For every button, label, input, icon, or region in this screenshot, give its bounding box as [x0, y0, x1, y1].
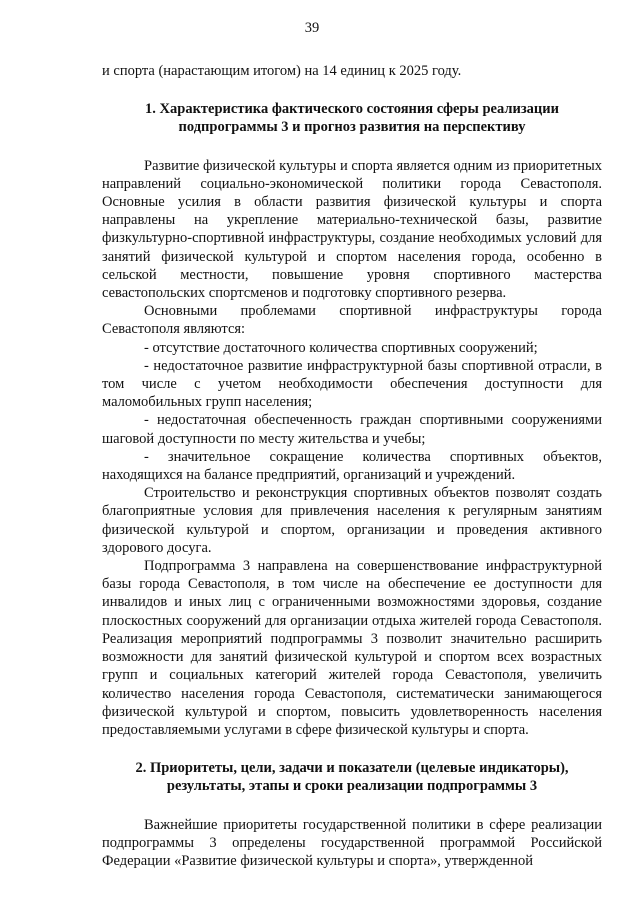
- list-item: - недостаточная обеспеченность граждан спортивными сооружениями шаговой доступности по месту жительства и учебы;: [102, 412, 602, 447]
- lead-paragraph: и спорта (нарастающим итогом) на 14 единиц к 2025 году.: [102, 63, 462, 79]
- paragraph: Важнейшие приоритеты государственной политики в сфере реализации подпрограммы 3 определены государственной программой Российской Федерации «Развитие физической культуры и спорта», утвержденной: [102, 816, 602, 869]
- paragraph: Основными проблемами спортивной инфраструктуры города Севастополя являются:: [102, 303, 602, 338]
- section-2-heading: 2. Приоритеты, цели, задачи и показатели (целевые индикаторы), результаты, этапы и сроки реализации подпрограммы 3: [135, 760, 569, 795]
- list-item: - отсутствие достаточного количества спортивных сооружений;: [144, 339, 538, 356]
- paragraph: Строительство и реконструкция спортивных объектов позволят создать благоприятные условия для привлечения населения к регулярным занятиям физической культурой и спортом, организации и проведения активного здорового досуга.: [102, 485, 602, 556]
- page-number: 39: [304, 20, 320, 36]
- paragraph: Развитие физической культуры и спорта является одним из приоритетных направлений социально-экономической политики города Севастополя. Основные усилия в области развития физической культуры и спорта направлены на укрепление материально-технической базы, развитие физкультурно-спортивной инфраструктуры, создание необходимых условий для занятий физической культурой и спортом населения города, особенно в сельской местности, повышение уровня спортивного мастерства севастопольских спортсменов и подготовку спортивного резерва.: [102, 157, 602, 302]
- list-item: - недостаточное развитие инфраструктурной базы спортивной отрасли, в том числе с учетом необходимости обеспечения доступности для маломобильных групп населения;: [102, 357, 602, 411]
- paragraph: Подпрограмма 3 направлена на совершенствование инфраструктурной базы города Севастополя, в том числе на обеспечение ее доступности для инвалидов и иных лиц с ограниченными возможностями здоровья, создание плоскостных сооружений для организации отдыха жителей города Севастополя. Реализация мероприятий подпрограммы 3 позволит значительно расширить возможности для занятий физической культурой и спортом всех возрастных групп и социальных категорий жителей города Севастополя, увеличить количество населения города Севастополя, систематически занимающегося физической культурой и спортом, повысить удовлетворенность населения предоставляемыми услугами в сфере физической культуры и спорта.: [102, 558, 602, 738]
- list-item: - значительное сокращение количества спортивных объектов, находящихся на балансе предприятий, организаций и учреждений.: [102, 448, 602, 484]
- document-body: [102, 58, 602, 870]
- section-1-heading: 1. Характеристика фактического состояния сферы реализации подпрограммы 3 и прогноз развития на перспективу: [145, 101, 559, 136]
